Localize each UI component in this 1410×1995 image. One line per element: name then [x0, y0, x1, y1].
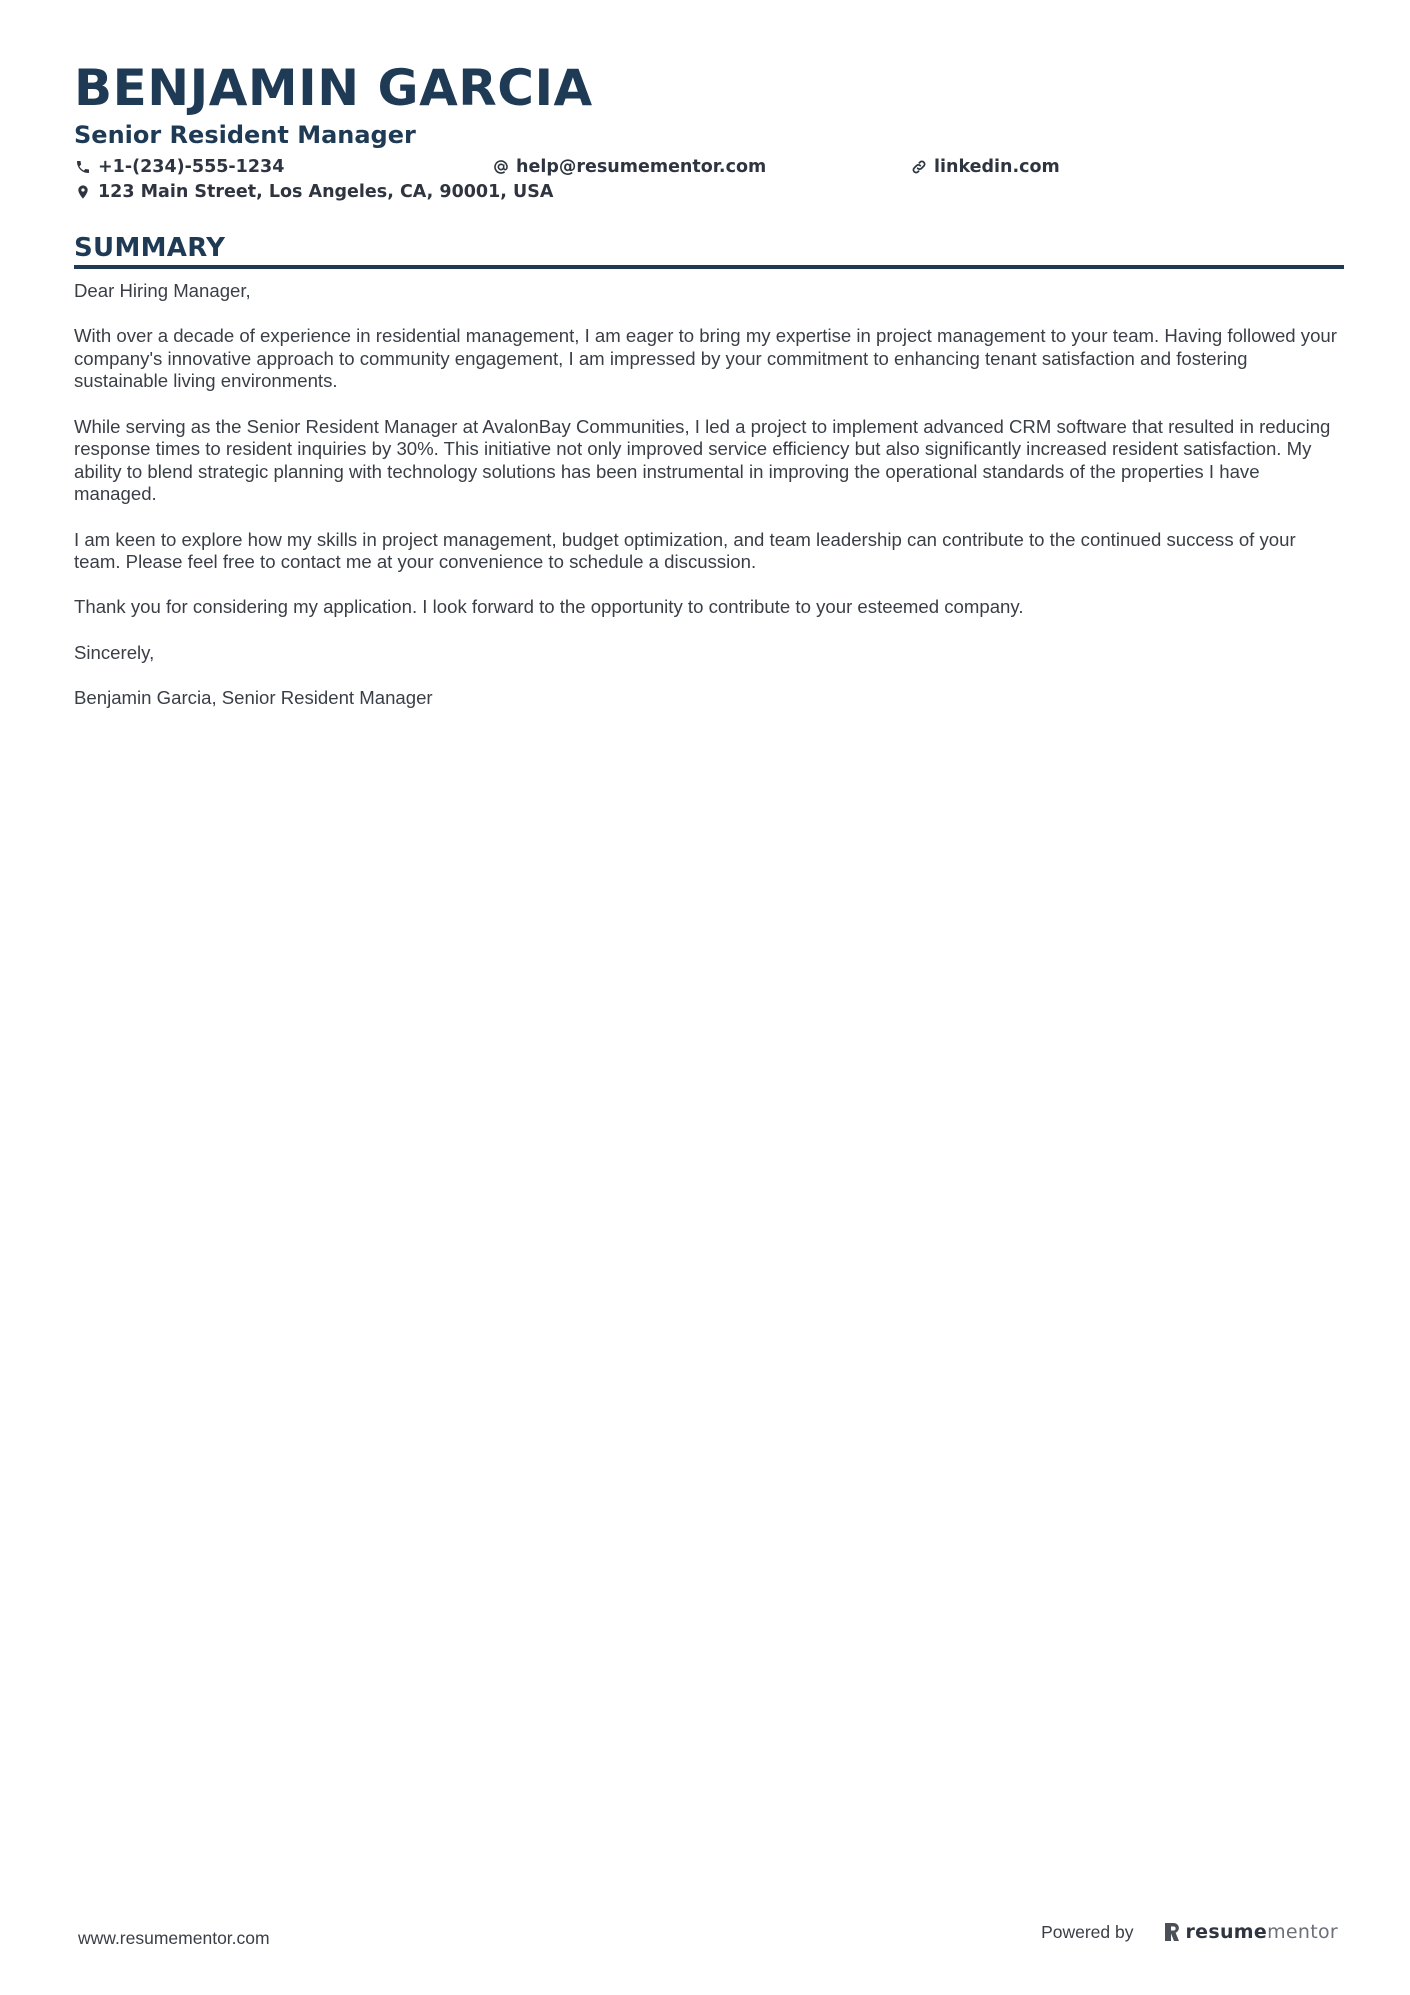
contact-row-2: [74, 179, 1344, 204]
brand-name-part2: mentor: [1267, 1921, 1338, 1943]
header: [74, 58, 1344, 204]
contact-address: [74, 182, 553, 202]
map-pin-icon: [74, 183, 92, 201]
phone-text: +1-(234)-555-1234: [98, 156, 285, 177]
letter-paragraph: While serving as the Senior Resident Manager at AvalonBay Communities, I led a project to implement advanced CRM software that resulted in reducing response times to resident inquiries by 30%. This initiative not only improved service efficiency but also significantly increased resident satisfaction. My ability to blend strategic planning with technology solutions has been instrumental in improving the operational standards of the properties I have managed.: [74, 415, 1331, 505]
letter-paragraph: With over a decade of experience in residential management, I am eager to bring my expertise in project management to your team. Having followed your company's innovative approach to community engagement, I am impressed by your commitment to enhancing tenant satisfaction and fostering sustainable living environments.: [74, 325, 1337, 392]
contact-phone: [74, 157, 492, 177]
brand-name: [1185, 1921, 1338, 1943]
brand-name-part1: resume: [1185, 1921, 1268, 1943]
website-text: linkedin.com: [934, 156, 1060, 177]
brand-mark-icon: [1163, 1922, 1181, 1942]
brand-logo[interactable]: [1163, 1921, 1338, 1943]
link-icon: [910, 158, 928, 176]
job-title: Senior Resident Manager: [74, 121, 416, 149]
footer-website-link[interactable]: www.resumementor.com: [78, 1928, 270, 1948]
letter-paragraph: Thank you for considering my application. I look forward to the opportunity to contribute to your esteemed company.: [74, 596, 1024, 618]
signature: Benjamin Garcia, Senior Resident Manager: [74, 686, 433, 708]
contact-website[interactable]: [910, 157, 1060, 177]
salutation: Dear Hiring Manager,: [74, 280, 251, 301]
powered-by-label: Powered by: [1041, 1921, 1134, 1942]
footer-branding: [1041, 1921, 1338, 1943]
phone-icon: [74, 158, 92, 176]
letter-body: [74, 280, 1344, 732]
letter-paragraph: I am keen to explore how my skills in project management, budget optimization, and team leadership can contribute to the continued success of your team. Please feel free to contact me at your convenience to schedule a discussion.: [74, 528, 1296, 573]
closing: Sincerely,: [74, 641, 155, 663]
address-text: 123 Main Street, Los Angeles, CA, 90001, USA: [98, 181, 554, 202]
email-text: help@resumementor.com: [516, 156, 767, 177]
section-divider: [74, 265, 1344, 269]
contact-row-1: [74, 154, 1344, 179]
candidate-name: BENJAMIN GARCIA: [74, 59, 593, 117]
contact-email[interactable]: [492, 157, 910, 177]
at-sign-icon: [492, 158, 510, 176]
section-heading-summary: SUMMARY: [74, 233, 226, 263]
